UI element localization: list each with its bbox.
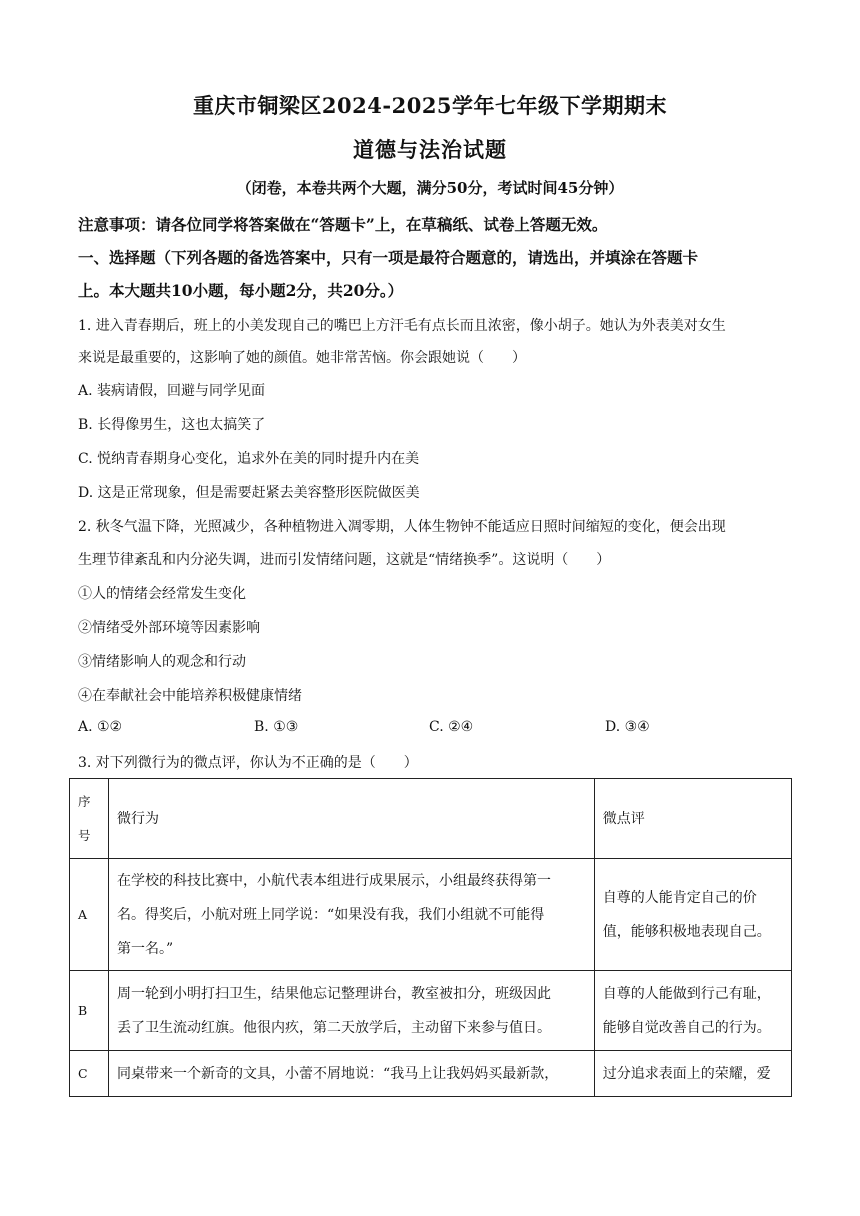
exam-instructions: （闭卷，本卷共两个大题，满分50分，考试时间45分钟） — [236, 179, 624, 197]
row-behavior — [109, 859, 595, 971]
comment-line: 值，能够积极地表现自己。 — [602, 923, 771, 940]
comment-line: 自尊的人能肯定自己的价 — [602, 889, 757, 906]
section1-heading-line1: 一、选择题（下列各题的备选答案中，只有一项是最符合题意的，请选出，并填涂在答题卡 — [78, 248, 699, 267]
q2-stem-line1: 2. 秋冬气温下降，光照减少，各种植物进入凋零期，人体生物钟不能适应日照时间缩短的变化，便会出现 — [78, 519, 726, 535]
q2-stem-line2: 生理节律紊乱和内分泌失调，进而引发情绪问题，这就是“情绪换季”。这说明（ ） — [78, 552, 611, 568]
q2-item-2: ②情绪受外部环境等因素影响 — [78, 620, 260, 636]
header-cell-comment: 微点评 — [594, 779, 791, 859]
q2-option-c: C. ②④ — [429, 719, 474, 735]
row-behavior — [109, 1051, 595, 1097]
q2-option-d: D. ③④ — [605, 719, 650, 735]
q1-stem-line2: 来说是最重要的，这影响了她的颜值。她非常苦恼。你会跟她说（ ） — [78, 350, 526, 366]
row-id: A — [70, 859, 109, 971]
q2-item-3: ③情绪影响人的观念和行动 — [78, 654, 246, 670]
q3-stem: 3. 对下列微行为的微点评，你认为不正确的是（ ） — [78, 755, 418, 771]
behavior-line: 名。得奖后，小航对班上同学说：“如果没有我，我们小组就不可能得 — [117, 906, 545, 923]
row-comment — [594, 971, 791, 1051]
q1-option-c: C. 悦纳青春期身心变化，追求外在美的同时提升内在美 — [78, 451, 420, 467]
behavior-line: 丢了卫生流动红旗。他很内疚，第二天放学后，主动留下来参与值日。 — [117, 1019, 552, 1036]
table-header-row — [70, 779, 792, 859]
q1-option-a: A. 装病请假，回避与同学见面 — [78, 383, 266, 399]
comment-line: 能够自觉改善自己的行为。 — [602, 1019, 771, 1036]
behavior-line: 同桌带来一个新奇的文具，小蕾不屑地说：“我马上让我妈妈买最新款， — [117, 1065, 559, 1082]
row-id: B — [70, 971, 109, 1051]
q2-option-b: B. ①③ — [254, 719, 299, 735]
header-cell-behavior: 微行为 — [109, 779, 595, 859]
q1-option-d: D. 这是正常现象，但是需要赶紧去美容整形医院做医美 — [78, 485, 420, 501]
exam-subject-title: 道德与法治试题 — [353, 137, 507, 162]
q3-table — [69, 778, 792, 1097]
comment-line: 自尊的人能做到行己有耻， — [602, 985, 771, 1002]
row-comment — [594, 1051, 791, 1097]
row-comment — [594, 859, 791, 971]
row-id: C — [70, 1051, 109, 1097]
comment-line: 过分追求表面上的荣耀，爱 — [602, 1065, 771, 1082]
table-row — [70, 1051, 792, 1097]
header-index-line: 序 — [78, 793, 91, 809]
section1-heading-line2: 上。本大题共10小题，每小题2分，共20分。） — [78, 281, 404, 300]
q1-stem-line1: 1. 进入青春期后，班上的小美发现自己的嘴巴上方汗毛有点长而且浓密，像小胡子。她认为外表美对女生 — [78, 318, 726, 334]
behavior-line: 在学校的科技比赛中，小航代表本组进行成果展示，小组最终获得第一 — [117, 872, 552, 889]
q2-item-4: ④在奉献社会中能培养积极健康情绪 — [78, 688, 302, 704]
behavior-line: 第一名。” — [117, 940, 174, 957]
header-index-line: 号 — [78, 827, 91, 843]
q2-item-1: ①人的情绪会经常发生变化 — [78, 586, 246, 602]
table-row — [70, 971, 792, 1051]
notice: 注意事项：请各位同学将答案做在“答题卡”上，在草稿纸、试卷上答题无效。 — [78, 215, 608, 234]
table-row — [70, 859, 792, 971]
row-behavior — [109, 971, 595, 1051]
header-cell-index — [70, 779, 109, 859]
exam-title: 重庆市铜梁区2024-2025学年七年级下学期期末 — [192, 93, 668, 118]
q1-option-b: B. 长得像男生，这也太搞笑了 — [78, 417, 266, 433]
q2-option-a: A. ①② — [78, 719, 123, 735]
behavior-line: 周一轮到小明打扫卫生，结果他忘记整理讲台，教室被扣分，班级因此 — [117, 985, 552, 1002]
